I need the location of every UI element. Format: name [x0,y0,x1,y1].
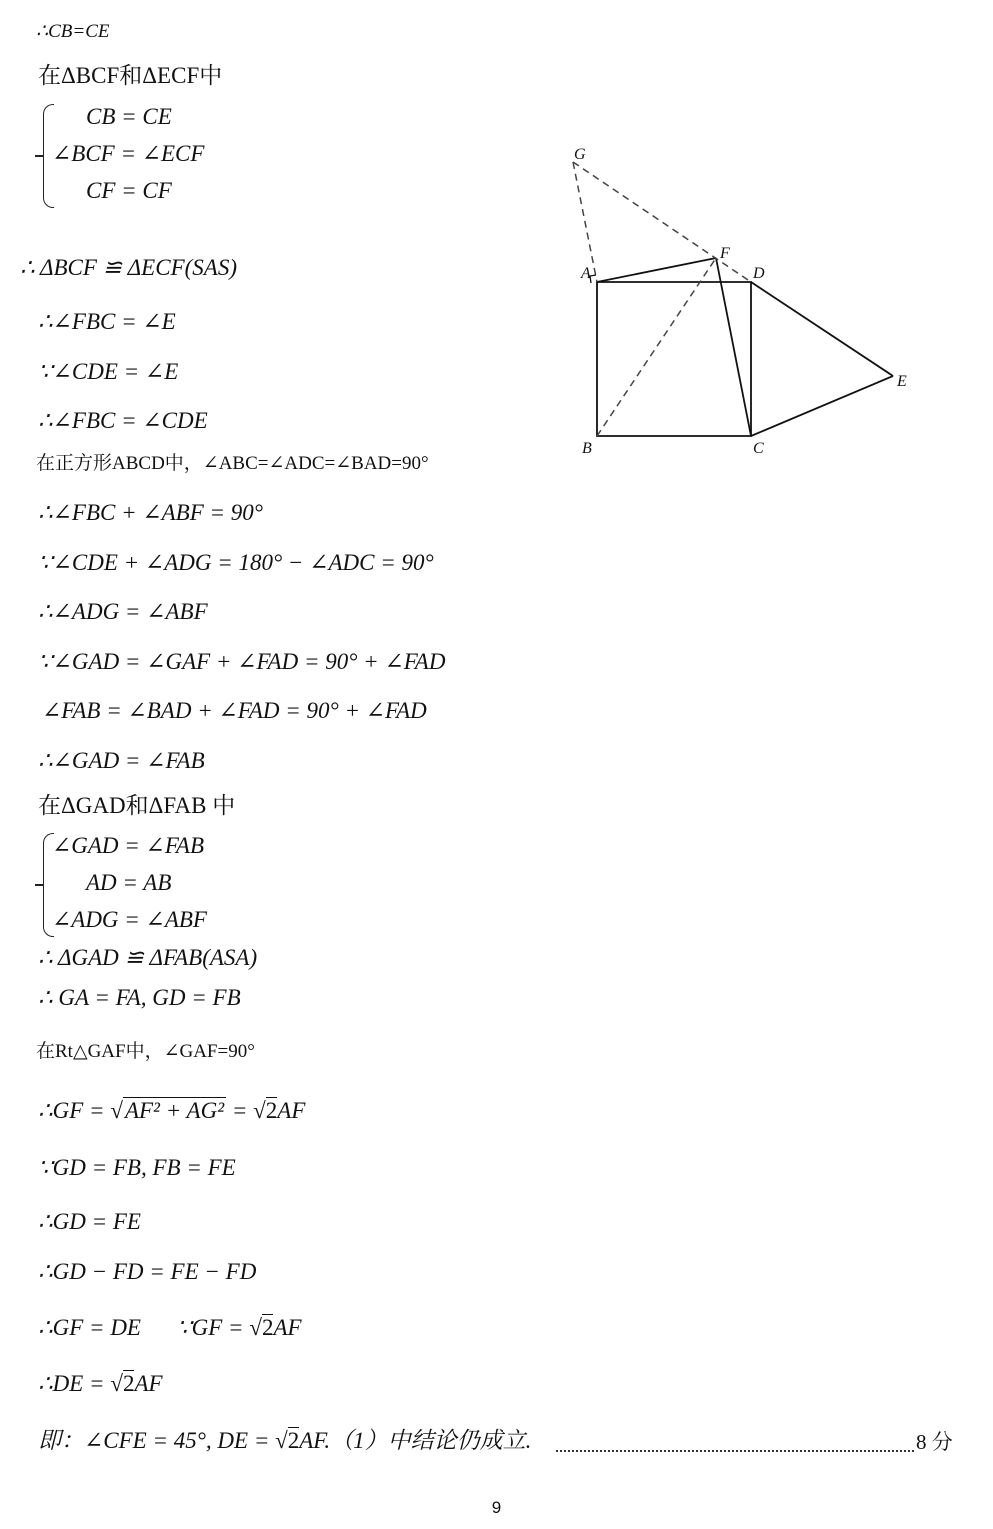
text: 即：∠CFE = 45°, DE = [38,1428,276,1453]
proof-line: ∴∠ADG = ∠ABF [38,599,208,624]
text: AF.（1）中结论仍成立. [299,1428,532,1453]
proof-line-sqrt [38,1370,163,1398]
proof-line: ∴∠FBC + ∠ABF = 90° [38,500,264,525]
text: = [226,1098,254,1123]
text: AF [134,1371,163,1396]
score-label: 8 分 [916,1430,953,1454]
proof-line: 在ΔGAD和ΔFAB 中 [38,793,236,818]
label-d: D [753,265,765,282]
proof-line: ∵GD = FB, FB = FE [38,1155,236,1180]
proof-line: ∴ ΔGAD ≌ ΔFAB(ASA) [38,945,258,970]
text: ∴GF = DE [38,1315,141,1340]
proof-line: ∴∠GAD = ∠FAB [38,748,205,773]
segment-bf-dashed [597,258,716,436]
proof-line: ∴GD − FD = FE − FD [38,1259,257,1284]
proof-line: ∵∠CDE + ∠ADG = 180° − ∠ADC = 90° [38,550,434,575]
label-c: C [753,440,764,457]
proof-line: ∴ GA = FA, GD = FB [38,985,241,1010]
sqrt-icon: √ [110,1371,123,1396]
square-abcd [597,282,751,436]
radicand: 2 [287,1428,300,1453]
segment-af [597,258,716,282]
proof-line-sqrt [38,1314,302,1342]
system-line: ∠ADG = ∠ABF [52,907,207,932]
proof-line: ∴GD = FE [38,1209,141,1234]
sqrt-icon: √ [253,1098,266,1123]
page-number: 9 [491,1498,502,1517]
segment-fc [716,258,751,436]
proof-line: 在ΔBCF和ΔECF中 [38,63,223,88]
conclusion-line [38,1427,531,1455]
proof-line: ∴CB=CE [36,21,110,42]
segment-ga-dashed [573,162,597,282]
proof-line: ∠FAB = ∠BAD + ∠FAD = 90° + ∠FAD [42,698,427,723]
system-line: CB = CE [86,104,172,129]
label-g: G [574,146,586,163]
sqrt-icon: √ [110,1098,123,1123]
label-a: A [581,265,591,282]
radicand: 2 [265,1098,278,1123]
text: AF [277,1098,306,1123]
proof-line: 在正方形ABCD中，∠ABC=∠ADC=∠BAD=90° [36,453,429,474]
sqrt-icon: √ [249,1315,262,1340]
right-angle-mark [590,275,596,283]
radicand: 2 [122,1371,135,1396]
geometry-figure [560,140,920,470]
proof-line-sqrt [38,1097,305,1125]
text: AF [273,1315,302,1340]
label-f: F [720,245,730,262]
segment-gd-dashed [573,162,751,282]
label-e: E [897,373,907,390]
segment-ec [751,376,893,436]
segment-de [751,282,893,376]
proof-line: ∴∠FBC = ∠CDE [38,408,208,433]
system-line: ∠BCF = ∠ECF [52,141,205,166]
proof-line: ∵∠CDE = ∠E [38,359,179,384]
radicand: 2 [261,1315,274,1340]
proof-line: ∵∠GAD = ∠GAF + ∠FAD = 90° + ∠FAD [38,649,446,674]
proof-line: ∴ ΔBCF ≌ ΔECF(SAS) [20,255,237,280]
system-line: CF = CF [86,178,172,203]
proof-line: ∴∠FBC = ∠E [38,309,176,334]
dot-leader [556,1430,914,1452]
radicand: AF² + AG² [124,1098,225,1123]
text: ∵GF = [176,1315,250,1340]
system-line: ∠GAD = ∠FAB [52,833,205,858]
text: ∴GF = [38,1098,111,1123]
proof-line: 在Rt△GAF中，∠GAF=90° [36,1041,255,1062]
sqrt-icon: √ [275,1428,288,1453]
label-b: B [582,440,592,457]
system-line: AD = AB [86,870,172,895]
text: ∴DE = [38,1371,111,1396]
